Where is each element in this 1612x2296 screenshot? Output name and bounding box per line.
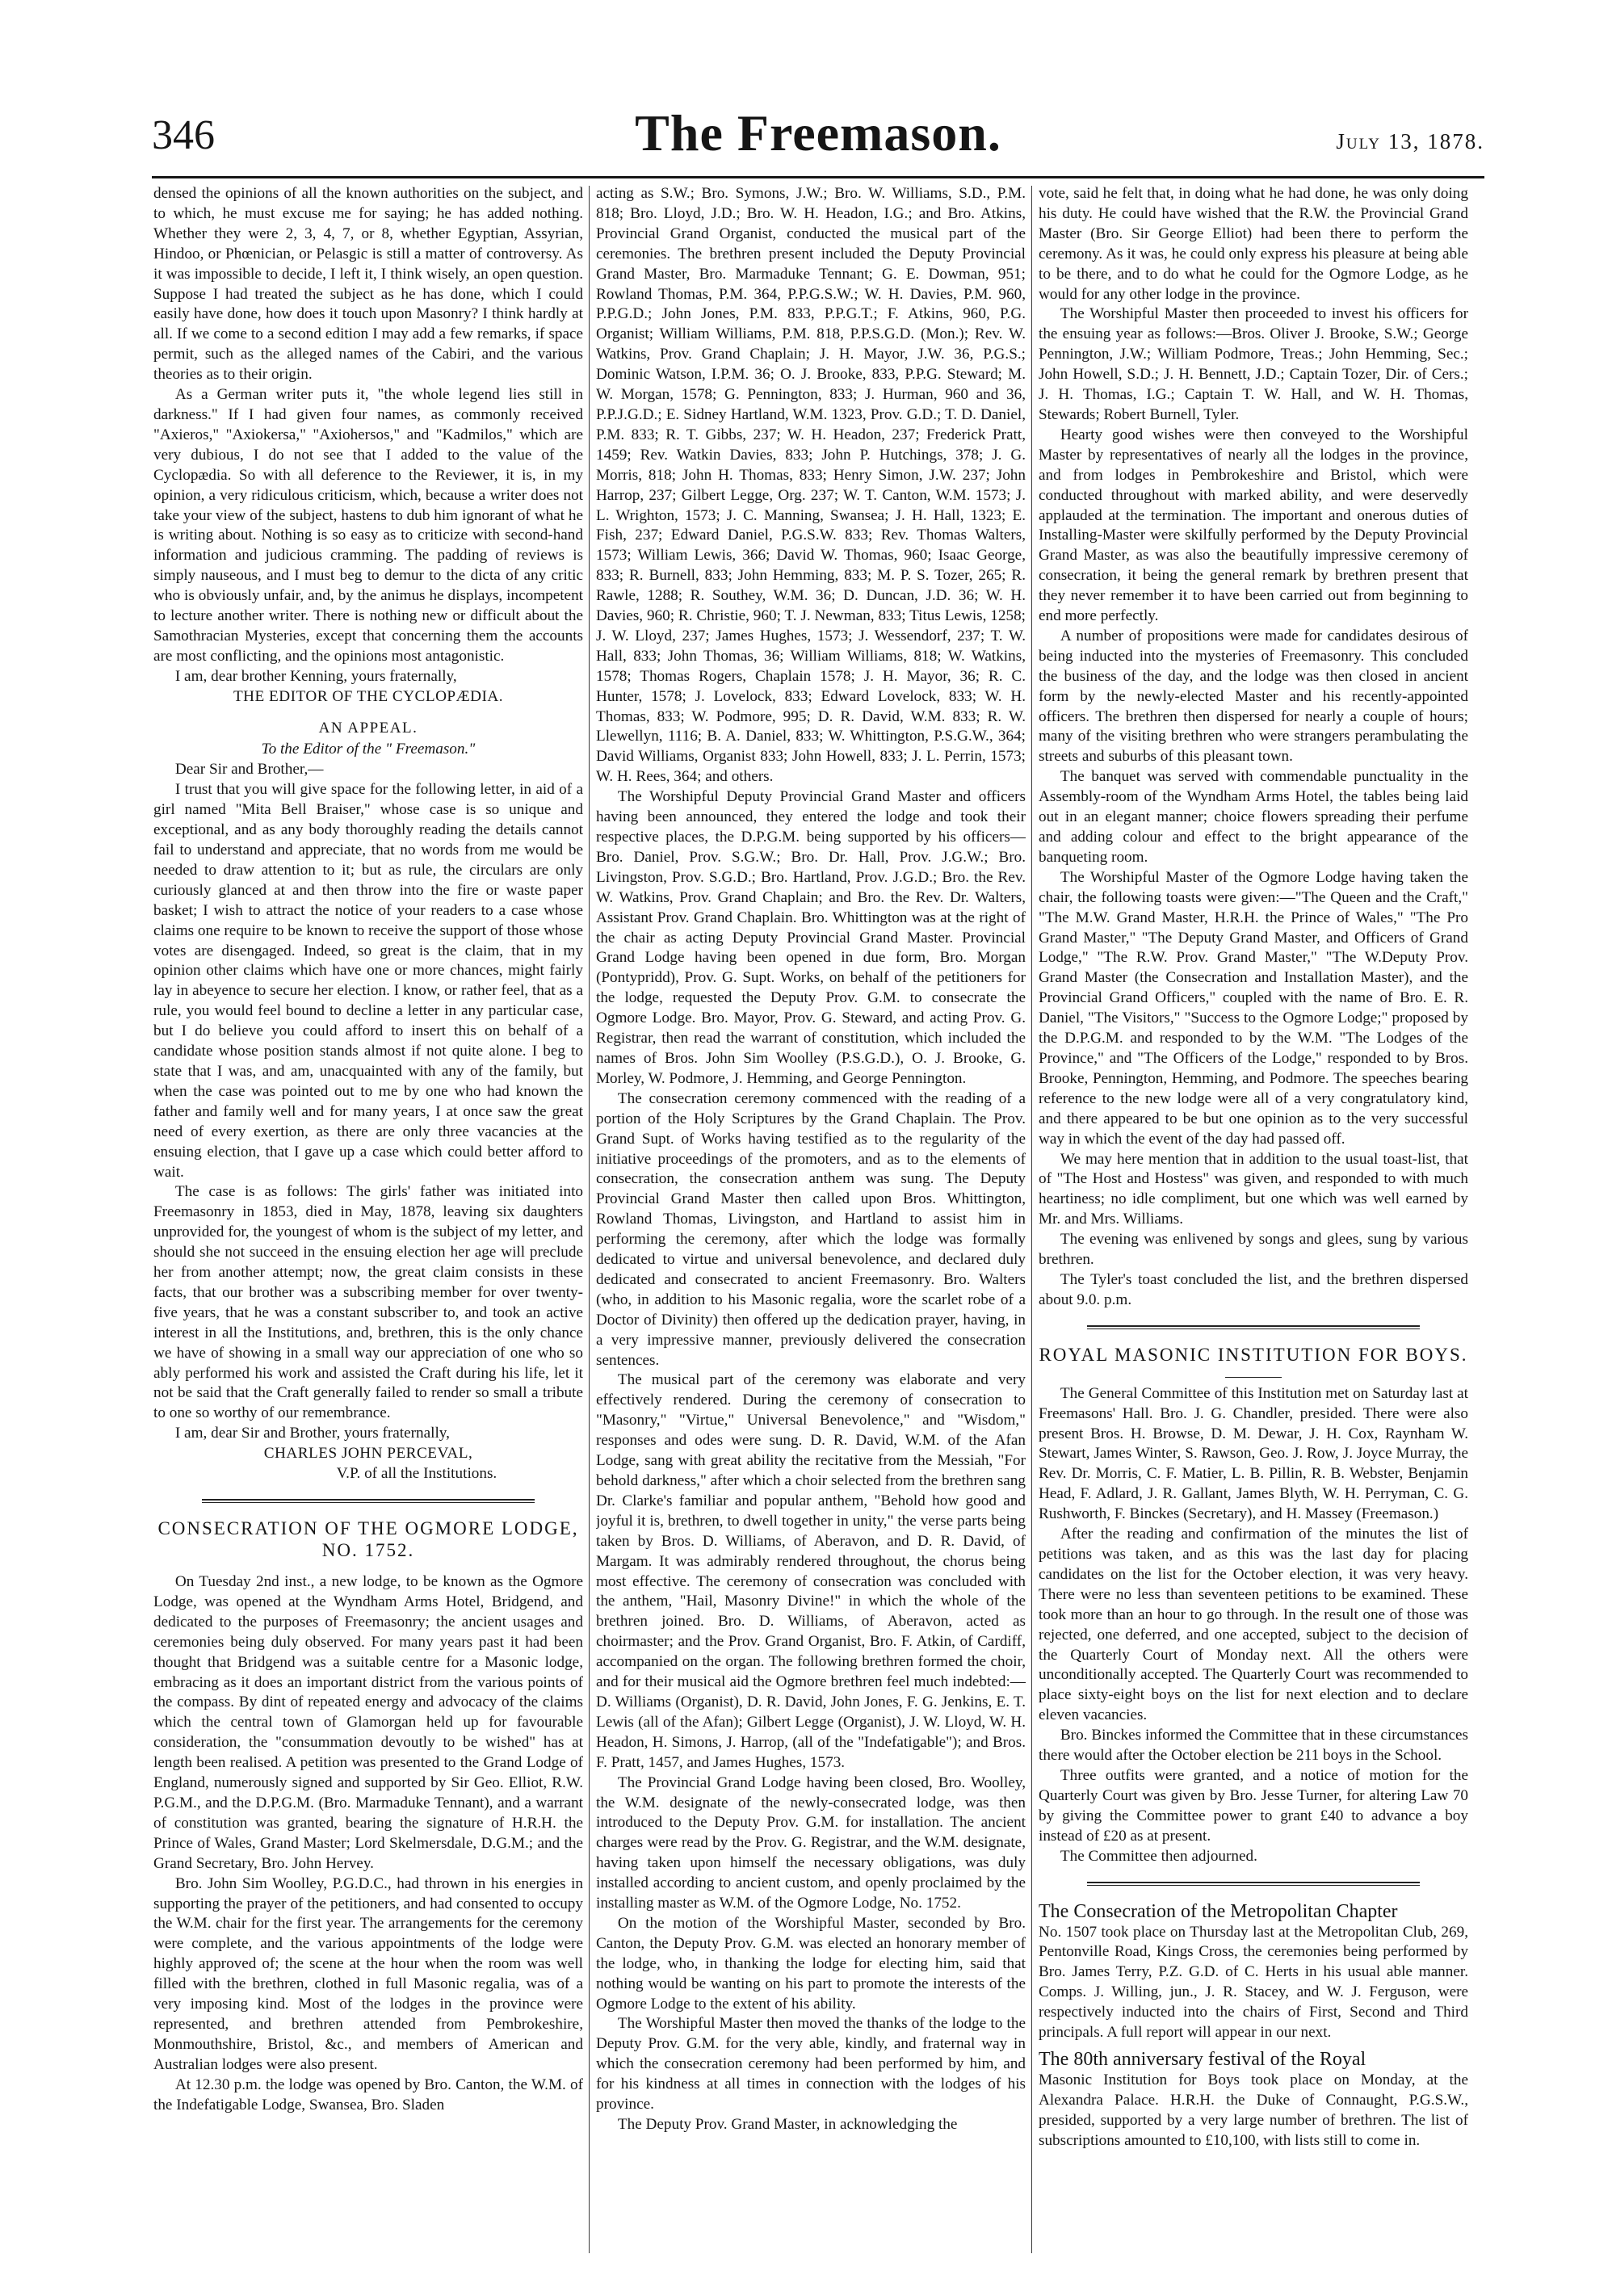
paragraph: At 12.30 p.m. the lodge was opened by Bro. Canton, the W.M. of the Indefatigable Lodge, Swansea, Bro. Sladen xyxy=(153,2076,583,2113)
paragraph: The musical part of the ceremony was elaborate and very effectively rendered. During the ceremony of consecration to "Masonry," "Virtue," Universal Benevolence," and "Wisdom," responses and odes were sung. D. R. David, W.M. of the Afan Lodge, sang with great ability the recitative from the Messiah, "For behold darkness," after which a choir selected from the brethren sang Dr. Clarke's familiar and popular anthem, "Behold how good and joyful it is, brethren, to dwell together in unity," the verse parts being taken by Bros. D. Williams, of Aberavon, and D. R. David, of Margam. It was admirably rendered throughout, the chorus being most effective. The ceremony of consecration was concluded with the anthem, "Hail, Masonry Divine!" in which the whole of the brethren joined. Bro. D. Williams, of Aberavon, acted as choirmaster; and the Prov. Grand Organist, Bro. F. Atkin, of Cardiff, accompanied on the organ. The following brethren formed the choir, and for their musical aid the Ogmore brethren feel much indebted:—D. Williams (Organist), D. R. David, John Jones, F. G. Jenkins, E. T. Lewis (all of the Afan); Gilbert Legge (Organist), J. W. Lloyd, W. H. Headon, H. Simons, J. Harrop, (all of the "Indefatigable"); and Bros. F. Pratt, 1457, and James Hughes, 1573. xyxy=(596,1371,1026,1771)
paragraph: Masonic Institution for Boys took place on Monday, at the Alexandra Palace. H.R.H. the Duke of Connaught, P.G.S.W., presided, supported by a very large number of brethren. The list of subscriptions amounted to £10,100, with lists still to come in. xyxy=(1039,2071,1468,2149)
section-divider xyxy=(202,1499,535,1503)
news-item-lead: The 80th anniversary festival of the Royal xyxy=(1039,2048,1366,2070)
section-heading-royal-masonic-institution: ROYAL MASONIC INSTITUTION FOR BOYS. xyxy=(1039,1344,1468,1365)
paragraph: On the motion of the Worshipful Master, seconded by Bro. Canton, the Deputy Prov. G.M. was elected an honorary member of the lodge, who, in thanking the lodge for electing him, said that nothing would be wanting on his part to promote the interests of the Ogmore Lodge to the extent of his ability. xyxy=(596,1914,1026,2013)
column-3 xyxy=(1039,184,1468,2244)
paragraph: The Committee then adjourned. xyxy=(1060,1847,1257,1865)
paragraph: The Worshipful Deputy Provincial Grand Master and officers having been announced, they entered the lodge and took their respective places, the D.P.G.M. being supported by his officers—Bro. Daniel, Prov. S.G.W.; Bro. Dr. Hall, Prov. J.G.W.; Bro. Livingston, Prov. S.G.D.; Bro. Hartland, Prov. J.G.D.; Bro. the Rev. W. Watkins, Prov. Grand Chaplain; and Bro. the Rev. Dr. Walters, Assistant Prov. Grand Chaplain. Bro. Whittington was at the right of the chair as acting Deputy Provincial Grand Master. Provincial Grand Lodge having been opened in due form, Bro. Morgan (Pontypridd), Prov. G. Supt. Works, on behalf of the petitioners for the lodge, requested the Deputy Prov. G.M. to consecrate the Ogmore Lodge. Bro. Mayor, Prov. G. Steward, and acting Prov. G. Registrar, then read the warrant of constitution, which included the names of Bros. John Sim Woolley (P.S.G.D.), O. J. Brooke, G. Morley, W. Podmore, J. Hemming, and George Pennington. xyxy=(596,788,1026,1087)
column-2 xyxy=(596,184,1026,2244)
paragraph: The banquet was served with commendable punctuality in the Assembly-room of the Wyndham Arms Hotel, the tables being laid out in an elegant manner; choice flowers spreading their perfume and adding colour and effect to the bright appearance of the banqueting room. xyxy=(1039,768,1468,866)
paragraph: Bro. Binckes informed the Committee that in these circumstances there would after the October election be 211 boys in the School. xyxy=(1039,1727,1468,1765)
issue-date: July 13, 1878. xyxy=(1336,129,1484,153)
column-divider xyxy=(589,186,590,2253)
news-item-boys-festival xyxy=(1039,2048,1468,2071)
paragraph: The consecration ceremony commenced with the reading of a portion of the Holy Scriptures by the Grand Chaplain. The Prov. Grand Supt. of Works having testified as to the regularity of the initiative proceedings of the promoters, and as to the elements of consecration, the consecration anthem was sung. The Deputy Provincial Grand Master then called upon Bros. Whittington, Rowland Thomas, Livingston, and Hartland to assist him in performing the ceremony, after which the lodge was formally dedicated to virtue and universal benevolence, and declared duly dedicated and consecrated to ancient Freemasonry. Bro. Walters (who, in addition to his Masonic regalia, wore the scarlet robe of a Doctor of Divinity) then offered up the dedication prayer, having, in a very impressive manner, previously delivered the consecration sentences. xyxy=(596,1089,1026,1369)
paragraph: We may here mention that in addition to the usual toast-list, that of "The Host and Hostess" was given, and responded to with much heartiness; no idle compliment, but one which was well earned by Mr. and Mrs. Williams. xyxy=(1039,1150,1468,1228)
paragraph: I am, dear brother Kenning, yours fraternally, xyxy=(174,667,457,685)
column-1 xyxy=(153,184,583,2244)
newspaper-title: The Freemason. xyxy=(635,104,1001,162)
salutation: Dear Sir and Brother,— xyxy=(174,761,324,779)
paragraph: After the reading and confirmation of the minutes the list of petitions was taken, and as this was the last day for placing candidates on the list for the October election, it was very heavy. There were no less than seventeen petitions to be examined. These took more than an hour to go through. In the result one of those was rejected, one deferred, and one accepted, subject to the decision of the Quarterly Court of Monday next. All the others were unconditionally accepted. The Quarterly Court was recommended to place sixty-eight boys on the list for next election and to declare eleven vacancies. xyxy=(1039,1526,1468,1724)
signature: CHARLES JOHN PERCEVAL, xyxy=(263,1445,473,1463)
paragraph: The Worshipful Master then proceeded to invest his officers for the ensuing year as follows:—Bros. Oliver J. Brooke, S.W.; George Pennington, J.W.; William Podmore, Treas.; John Hemming, Sec.; John Howell, S.D.; J. H. Bennett, J.D.; Captain Tozer, Dir. of Cers.; J. H. Thomas, I.G.; Captain T. W. Hall, and W. H. Thomas, Stewards; Robert Burnell, Tyler. xyxy=(1039,305,1468,423)
signature-title: V.P. of all the Institutions. xyxy=(336,1465,497,1483)
closing: I am, dear Sir and Brother, yours fraternally, xyxy=(174,1425,450,1442)
paragraph: Hearty good wishes were then conveyed to the Worshipful Master by representatives of nearly all the lodges in the province, and from lodges in Pembrokeshire and Bristol, which were conducted throughout with marked ability, and were deservedly applauded at the termination. The important and onerous duties of Installing-Master were skilfully performed by the Deputy Provincial Grand Master, as was also the beautifully impressive ceremony of consecration, it being the general remark by brethren present that they never remember it to have been carried out from beginning to end more perfectly. xyxy=(1039,426,1468,625)
paragraph: The Provincial Grand Lodge having been closed, Bro. Woolley, the W.M. designate of the newly-consecrated lodge, was then introduced to the Deputy Prov. G.M. for installation. The ancient charges were read by the Prov. G. Registrar, and the W.M. designate, having taken upon himself the necessary obligations, was duly installed according to ancient custom, and openly proclaimed by the installing master as W.M. of the Ogmore Lodge, No. 1752. xyxy=(596,1773,1026,1912)
paragraph: The Deputy Prov. Grand Master, in acknowledging the xyxy=(617,2116,958,2133)
addressee: To the Editor of the " Freemason." xyxy=(261,741,476,758)
column-divider xyxy=(1031,186,1032,2253)
paragraph: The case is as follows: The girls' father was initiated into Freemasonry in 1853, died in May, 1878, leaving six daughters unprovided for, the youngest of whom is the subject of my letter, and should she not succeed in the ensuing election her age will preclude her from another attempt; now, the great claim consists in these facts, that our brother was a subscribing member for over twenty-five years, that he was a constant subscriber to, and took an active interest in all the Institutions, and, brethren, this is the only chance we have of showing in a small way our appreciation of one who so ably performed his work and assisted the Craft during his life, let it not be said that the Craft generally failed to render so small a tribute to one so worthy of our remembrance. xyxy=(153,1183,583,1422)
news-item-lead: The Consecration of the Metropolitan Chapter xyxy=(1039,1900,1398,1922)
section-heading-consecration: CONSECRATION OF THE OGMORE LODGE, NO. 1752. xyxy=(157,1518,579,1560)
heading-underline xyxy=(1225,1377,1282,1378)
paragraph: Three outfits were granted, and a notice of motion for the Quarterly Court was given by Bro. Jesse Turner, for altering Law 70 by giving the Committee power to grant £40 to advance a boy instead of £20 as at present. xyxy=(1039,1766,1468,1845)
page-number: 346 xyxy=(152,112,215,158)
paragraph: The Worshipful Master of the Ogmore Lodge having taken the chair, the following toasts were given:—"The Queen and the Craft," "The M.W. Grand Master, H.R.H. the Prince of Wales," "The Pro Grand Master," "The Deputy Grand Master, and Officers of Grand Lodge," "The R.W. Prov. Grand Master," "The W.Deputy Prov. Grand Master (the Consecration and Installation Master), and the Provincial Grand Officers," coupled with the name of Bro. E. R. Daniel, "The Visitors," "Success to the Ogmore Lodge;" proposed by the D.P.G.M. and responded to by the W.M. "The Lodges of the Province," and "The Officers of the Lodge," responded to by Bros. Brooke, Pennington, Hemming, and Podmore. The speeches bearing reference to the new lodge were all of a very congratulatory kind, and there appeared to be but one opinion as to the very successful way in which the event of the day had passed off. xyxy=(1039,868,1468,1148)
masthead xyxy=(152,103,1484,174)
paragraph: On Tuesday 2nd inst., a new lodge, to be known as the Ogmore Lodge, was opened at the Wyndham Arms Hotel, Bridgend, and dedicated to the purposes of Freemasonry; the ancient usages and ceremonies being duly observed. For many years past it had been thought that Bridgend was a suitable centre for a Masonic lodge, embracing as it does an important district from the various points of the compass. By dint of repeated energy and advocacy of the claims which the central town of Glamorgan held up for favourable consideration, the "consummation devoutly to be wished" has at length been realised. A petition was presented to the Grand Lodge of England, numerously signed and supported by Sir Geo. Elliot, R.W. P.G.M., and the D.P.G.M. (Bro. Marmaduke Tennant), and a warrant of constitution was granted, bearing the signature of H.R.H. the Prince of Wales, Grand Master; Lord Skelmersdale, D.G.M.; and the Grand Secretary, Bro. John Hervey. xyxy=(153,1573,583,1872)
paragraph: The evening was enlivened by songs and glees, sung by various brethren. xyxy=(1039,1231,1468,1269)
paragraph: The General Committee of this Institution met on Saturday last at Freemasons' Hall. Bro. J. G. Chandler, presided. There were also present Bros. H. Browse, D. M. Dewar, J. H. Cox, Raynham W. Stewart, James Winter, S. Rawson, Geo. J. Row, J. Joyce Murray, the Rev. Dr. Morris, C. F. Matier, L. B. Pillin, R. B. Webster, Benjamin Head, F. Adlard, J. R. Gallant, James Blyth, W. H. Perryman, C. G. Rushworth, F. Binckes (Secretary), and H. Massey (Freemason.) xyxy=(1039,1384,1468,1523)
masthead-rule xyxy=(152,176,1484,178)
paragraph: acting as S.W.; Bro. Symons, J.W.; Bro. W. Williams, S.D., P.M. 818; Bro. Lloyd, J.D.; Bro. W. H. Headon, I.G.; and Bro. Atkins, Provincial Grand Organist, conducted the musical part of the ceremonies. The brethren present included the Deputy Provincial Grand Master, Bro. Marmaduke Tennant; G. E. Dowman, 951; Rowland Thomas, P.M. 364, P.P.G.S.W.; W. H. Davies, P.M. 960, P.P.G.D.; John Jones, P.M. 833, P.P.G.T.; F. Atkins, 960, P.G. Organist; William Williams, P.M. 818, P.P.S.G.D. (Mon.); Rev. W. Watkins, Prov. Grand Chaplain; J. H. Mayor, J.W. 36, P.G.S.; Dominic Watson, I.P.M. 36; O. J. Brooke, 833, P.P.G. Steward; M. W. Morgan, 1578; G. Pennington, 833; J. Hurman, 960 and 36, P.P.J.G.D.; E. Sidney Hartland, W.M. 1323, Prov. G.D.; T. D. Daniel, P.M. 833; R. T. Gibbs, 237; W. H. Headon, 237; Frederick Pratt, 1459; Rev. Watkin Davies, 833; John P. Hutchings, 378; J. G. Morris, 818; John H. Thomas, 833; Henry Simon, J.W. 237; John Harrop, 237; Gilbert Legge, Org. 237; W. T. Canton, W.M. 1573; J. L. Wrighton, 1573; J. C. Manning, Swansea; J. H. Hall, 1323; E. Fish, 237; Edward Daniel, P.G.S.W. 833; Rev. Thomas Walters, 1573; William Lewis, 366; David W. Thomas, 960; Isaac George, 833; R. Burnell, 833; John Hemming, 833; M. P. S. Tozer, 265; R. Rawle, 1288; R. Southey, W.M. 36; D. Duncan, J.D. 36; W. H. Davies, 960; R. Christie, 960; T. J. Newman, 833; Titus Lewis, 1258; J. W. Lloyd, 237; James Hughes, 1573; J. Wessendorf, 237; T. W. Hall, 833; John Thomas, 36; William Williams, 818; W. Watkins, 1578; Thomas Rogers, Chaplain 1578; J. H. Mayor, 36; R. C. Hunter, 1578; J. Lovelock, 833; Edward Lovelock, 833; W. H. Thomas, 833; W. Podmore, 995; D. R. David, W.M. 833; R. W. Llewellyn, 1116; B. A. Daniel, 833; W. Whittington, P.S.G.W., 364; David Williams, Organist 833; John Howell, 833; J. L. Perrin, 1573; W. H. Rees, 364; and others. xyxy=(596,185,1026,786)
paragraph: densed the opinions of all the known authorities on the subject, and to which, he must excuse me for saying; he has added nothing. Whether they were 2, 3, 4, 7, or 8, whether Egyptian, Assyrian, Hindoo, or Phœnician, or Pelasgic is still a matter of controversy. As it was impossible to decide, I left it, I think wisely, an open question. Suppose I had treated the subject as he has done, which I could easily have done, how does it touch upon Masonry? I think hardly at all. If we come to a second edition I may add a few remarks, if space permit, such as the alleged names of the Cabiri, and the various theories as to their origin. xyxy=(153,185,583,384)
paragraph: As a German writer puts it, "the whole legend lies still in darkness." If I had given four names, as commonly received "Axieros," "Axiokersa," "Axiohersos," and "Kadmilos," which are very dubious, I do not see that I added to the value of the Cyclopædia. So with all deference to the Reviewer, it is, in my opinion, a very ridiculous criticism, which, because a writer does not take your view of the subject, hastens to dub him ignorant of what he is writing about. Nothing is so easy as to criticize with second-hand information and judicious cramming. The padding of reviews is simply nauseous, and I must beg to demur to the dicta of any critic who is obviously unfair, and, by the animus he displays, incompetent to lecture another writer. There is nothing new or difficult about the Samothracian Mysteries, except that concerning them the accounts are most conflicting, and the opinions most antagonistic. xyxy=(153,386,583,665)
paragraph: Bro. John Sim Woolley, P.G.D.C., had thrown in his energies in supporting the prayer of the petitioners, and had consented to occupy the W.M. chair for the first year. The arrangements for the ceremony were complete, and the various appointments of the lodge were highly approved of; the scene at the hour when the room was well filled with the brethren, clothed in full Masonic regalia, was of a very imposing kind. Most of the lodges in the province were represented, and brethren attended from Pembrokeshire, Monmouthshire, Bristol, &c., and members of American and Australian lodges were also present. xyxy=(153,1874,583,2073)
section-divider xyxy=(1087,1882,1420,1886)
paragraph: The Worshipful Master then moved the thanks of the lodge to the Deputy Prov. G.M. for the very able, kindly, and fraternal way in which the consecration ceremony had been performed by him, and for his kindness at all times in connection with the lodges of his province. xyxy=(596,2015,1026,2113)
news-item-metropolitan-chapter xyxy=(1039,1900,1468,1923)
paragraph: No. 1507 took place on Thursday last at the Metropolitan Club, 269, Pentonville Road, Kings Cross, the ceremonies being performed by Bro. James Terry, P.Z. G.D. of C. Herts in his usual able manner. Comps. J. Willing, jun., J. R. Stacey, and W. J. Ferguson, were respectively inducted into the chairs of First, Second and Third principals. A full report will appear in our next. xyxy=(1039,1923,1468,2042)
section-divider xyxy=(1087,1325,1420,1329)
signature: THE EDITOR OF THE CYCLOPÆDIA. xyxy=(233,687,504,705)
paragraph: A number of propositions were made for candidates desirous of being inducted into the mysteries of Freemasonry. This concluded the business of the day, and the lodge was then closed in ancient form by the newly-elected Master and his recently-appointed officers. The brethren then dispersed for nearly a couple of hours; many of the visiting brethren who were strangers perambulating the streets and suburbs of this pleasant town. xyxy=(1039,627,1468,766)
paragraph: I trust that you will give space for the following letter, in aid of a girl named "Mita Bell Braiser," whose case is so unique and exceptional, and as any body thoroughly reading the details cannot fail to understand and appreciate, that no words from me would be needed to draw attention to it; but as rule, the circulars are only curiously glanced at and then throw into the fire or waste paper basket; I wish to attract the notice of your readers to a case whose claims one require to be known to receive the support of those whose votes are disengaged. Indeed, so great is the claim, that in my opinion other claims which have one or more chances, might fairly lay in abeyence to secure her election. I know, or rather feel, that as a rule, you would feel bound to decline a letter in any particular case, but I do believe you could afford to insert this on behalf of a candidate whose position stands almost if not quite alone. I beg to state that I was, and am, unacquainted with any of the family, but when the case was pointed out to me by one who had known the father and family well and for many years, I at once saw the great need of every exertion, as there are only three vacancies at the ensuing election, that I gave up a case which could better afford to wait. xyxy=(153,781,583,1181)
paragraph: vote, said he felt that, in doing what he had done, he was only doing his duty. He could have wished that the R.W. the Provincial Grand Master (Bro. Sir George Elliot) had been there to perform the ceremony. As it was, he could only express his pleasure at being able to be there, and to do what he could for the Ogmore Lodge, as he would for any other lodge in the province. xyxy=(1039,185,1468,303)
paragraph: The Tyler's toast concluded the list, and the brethren dispersed about 9.0. p.m. xyxy=(1039,1270,1468,1308)
section-heading-appeal: AN APPEAL. xyxy=(318,719,418,737)
